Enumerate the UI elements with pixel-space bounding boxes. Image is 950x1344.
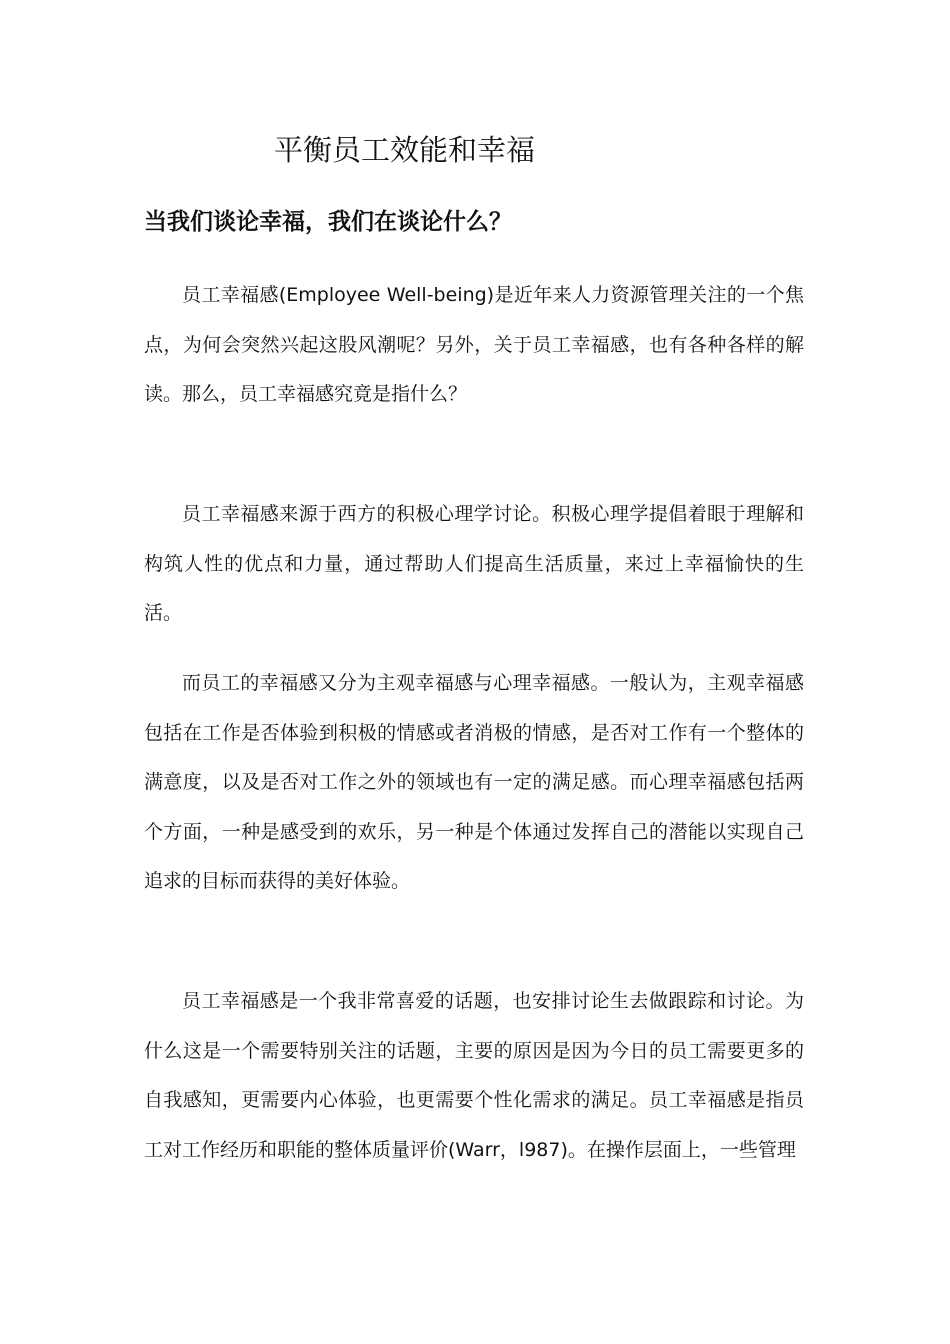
body-paragraph-2: 员工幸福感来源于西方的积极心理学讨论。积极心理学提倡着眼于理解和构筑人性的优点和力量，通过帮助人们提高生活质量，来过上幸福愉快的生活。 [144,503,804,624]
document-title: 平衡员工效能和幸福 [274,133,536,167]
body-paragraph-1: 员工幸福感(Employee Well-being)是近年来人力资源管理关注的一个焦点，为何会突然兴起这股风潮呢？另外，关于员工幸福感，也有各种各样的解读。那么，员工幸福感究竟是指什么？ [144,284,804,405]
body-paragraph-3: 而员工的幸福感又分为主观幸福感与心理幸福感。一般认为，主观幸福感包括在工作是否体验到积极的情感或者消极的情感，是否对工作有一个整体的满意度，以及是否对工作之外的领域也有一定的满足感。而心理幸福感包括两个方面，一种是感受到的欢乐，另一种是个体通过发挥自己的潜能以实现自己追求的目标而获得的美好体验。 [144,672,804,892]
section-heading: 当我们谈论幸福，我们在谈论什么？ [144,209,512,235]
body-paragraph-4: 员工幸福感是一个我非常喜爱的话题，也安排讨论生去做跟踪和讨论。为什么这是一个需要特别关注的话题，主要的原因是因为今日的员工需要更多的自我感知，更需要内心体验，也更需要个性化需求的满足。员工幸福感是指员工对工作经历和职能的整体质量评价(Warr，l987)。在操作层面上，一些管理 [144,990,804,1161]
